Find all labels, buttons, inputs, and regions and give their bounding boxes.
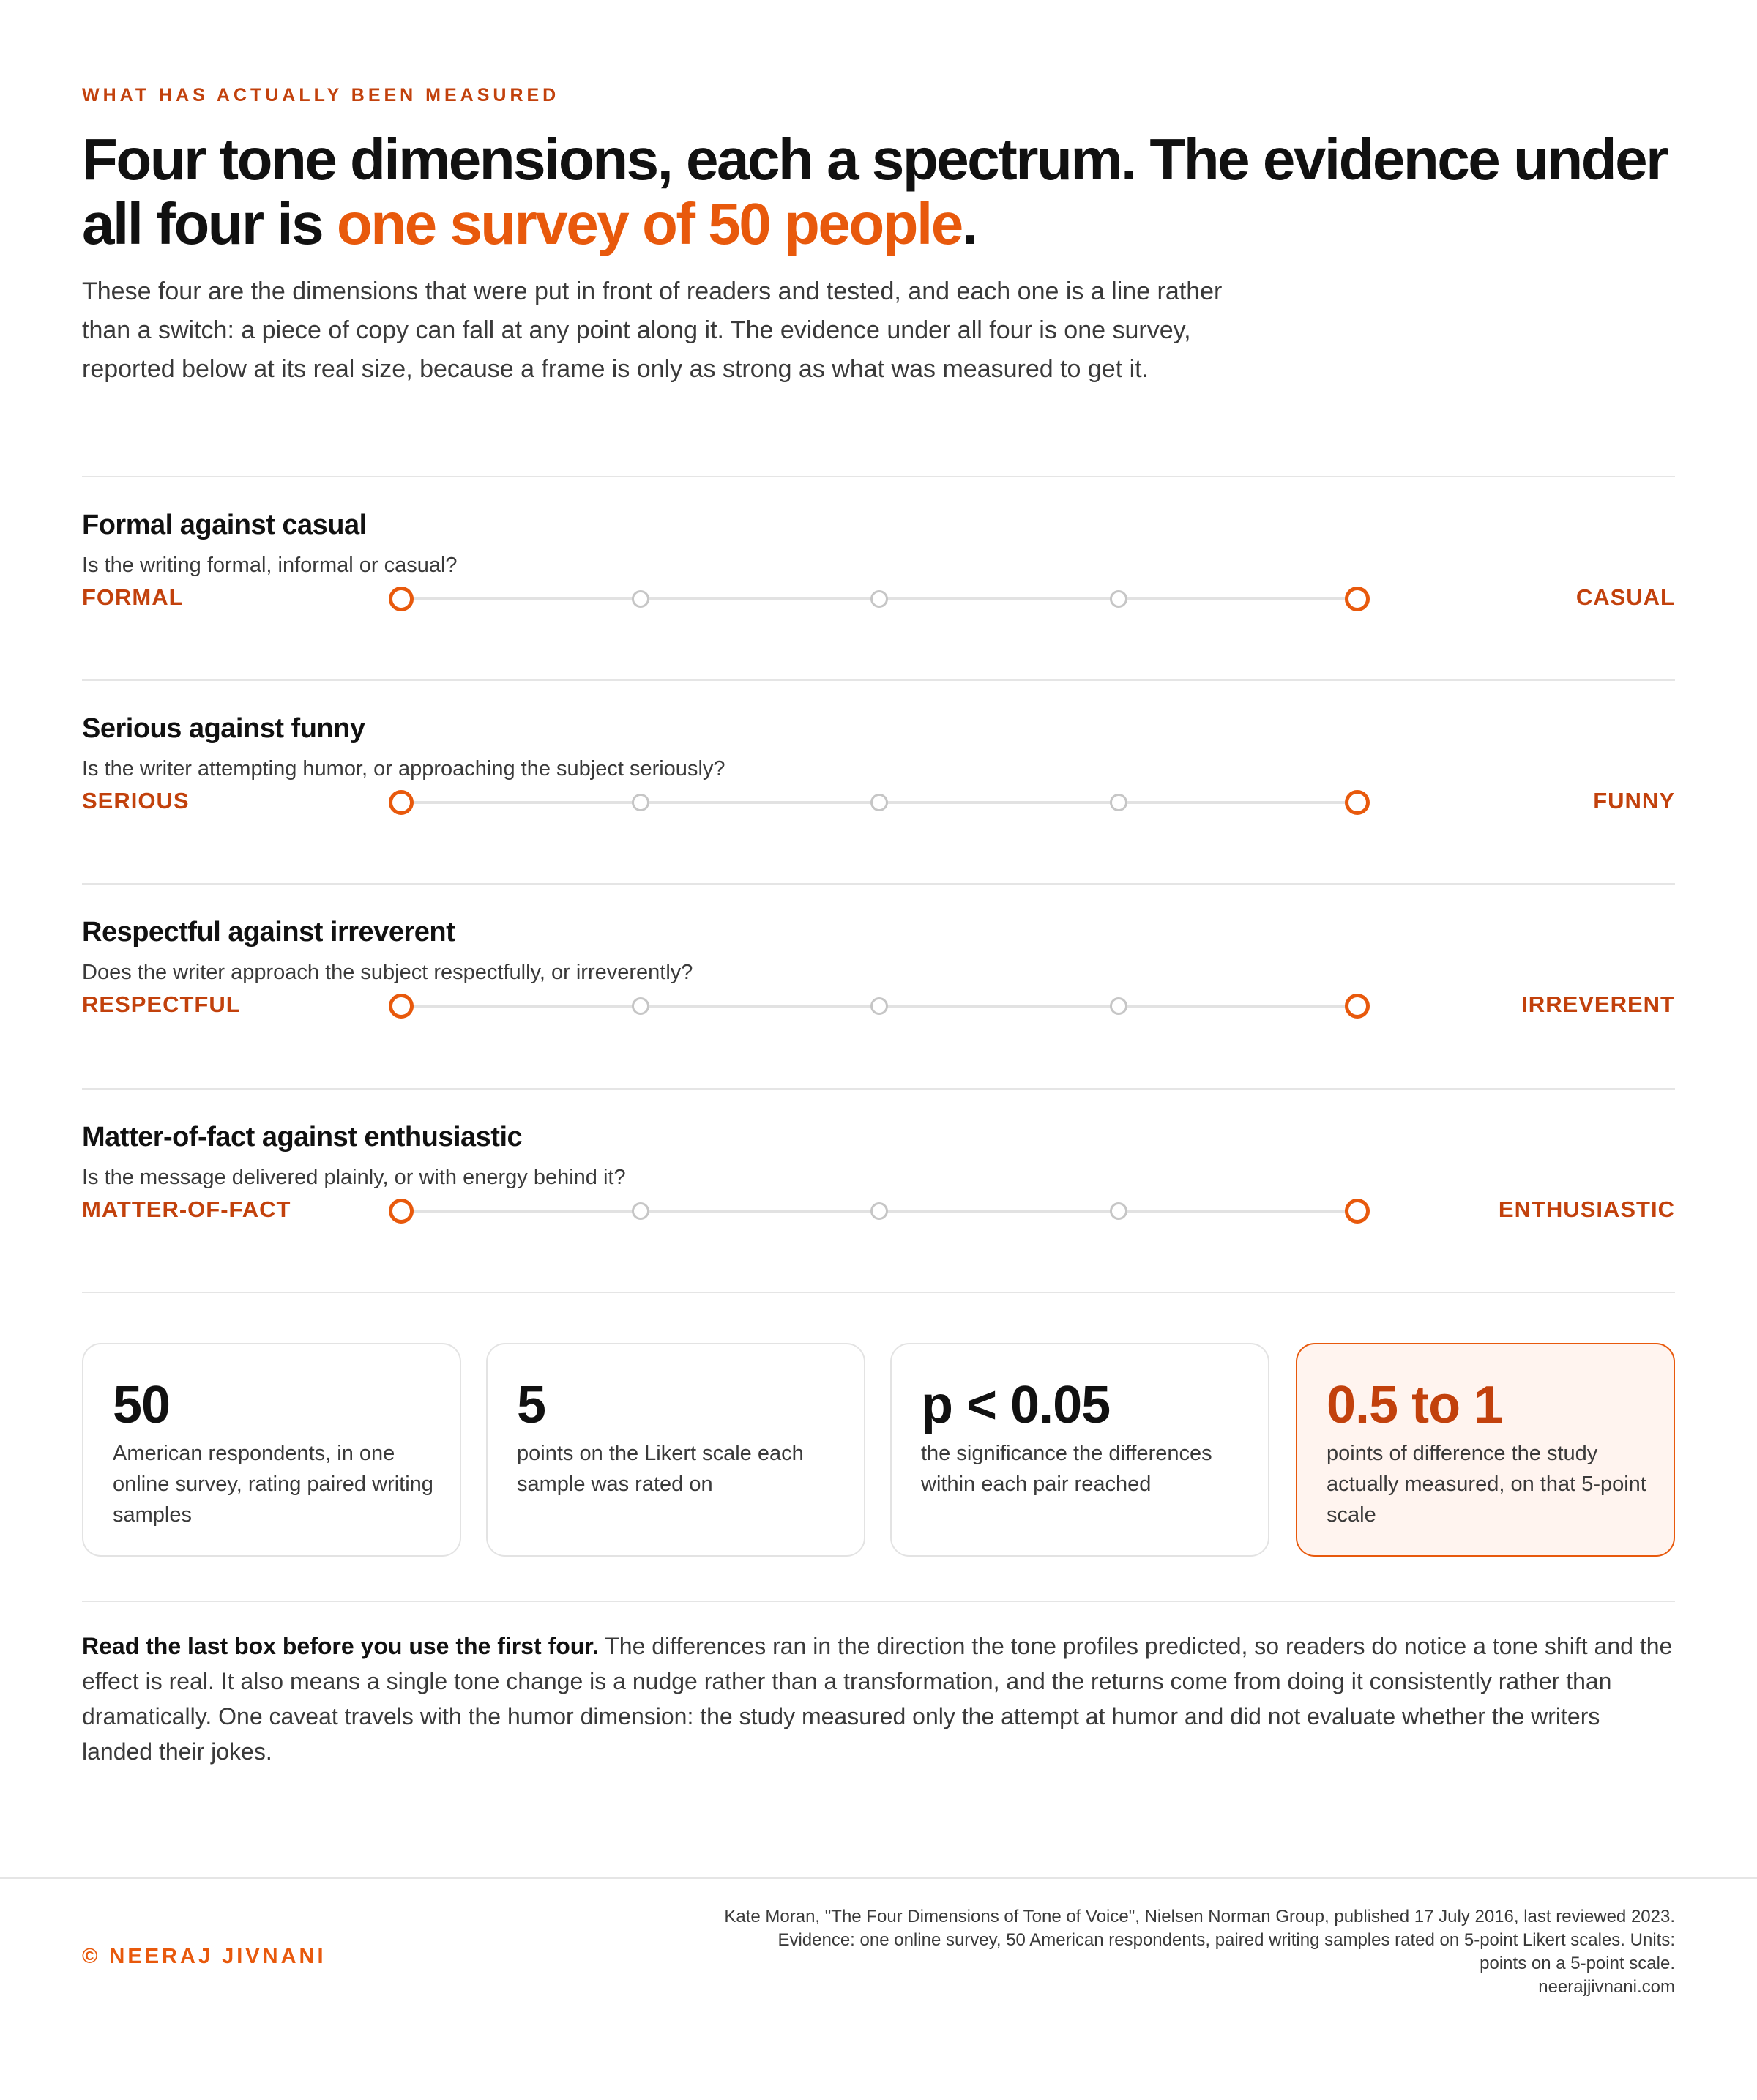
spectrum-endpoint-right — [1345, 1199, 1370, 1224]
source-line: Kate Moran, "The Four Dimensions of Tone of Voice", Nielsen Norman Group, published 17 July 2016, last reviewed 2023. — [724, 1907, 1675, 1926]
spectrum-point — [632, 794, 649, 811]
spectrum-endpoint-left — [389, 994, 414, 1019]
spectrum-track — [401, 801, 1357, 804]
spectrum-point — [1110, 997, 1127, 1015]
stat-value: 50 — [113, 1376, 171, 1434]
dimension-formal-casual — [82, 477, 1675, 681]
spectrum-point — [632, 590, 649, 608]
eyebrow: WHAT HAS ACTUALLY BEEN MEASURED — [82, 85, 560, 105]
stat-value: p < 0.05 — [921, 1376, 1111, 1434]
headline-line-2-prefix: all four is — [82, 191, 337, 256]
right-pole-label: FUNNY — [1593, 788, 1675, 813]
stat-description: American respondents, in one online survey, rating paired writing samples — [113, 1442, 433, 1527]
stat-card-likert-points — [486, 1343, 865, 1557]
stat-card-respondents — [82, 1343, 461, 1557]
dimension-question: Is the message delivered plainly, or with energy behind it? — [82, 1166, 626, 1189]
dimension-respectful-irreverent — [82, 885, 1675, 1088]
stat-card-significance — [890, 1343, 1269, 1557]
spectrum-point — [870, 1202, 888, 1220]
divider — [82, 1292, 1675, 1293]
dimension-question: Does the writer approach the subject respectfully, or irreverently? — [82, 961, 693, 984]
stat-description: the significance the differences within each pair reached — [921, 1442, 1212, 1496]
spectrum-track — [401, 597, 1357, 600]
source-line: points on a 5-point scale. — [1480, 1954, 1675, 1973]
dimension-matter-of-fact-enthusiastic — [82, 1090, 1675, 1293]
source-citation — [650, 1905, 1675, 1999]
stat-card-effect-size — [1296, 1343, 1675, 1557]
spectrum-point — [632, 997, 649, 1015]
left-pole-label: RESPECTFUL — [82, 991, 241, 1017]
website-link[interactable]: neerajjivnani.com — [1538, 1977, 1675, 1997]
left-pole-label: MATTER-OF-FACT — [82, 1196, 291, 1222]
spectrum-point — [632, 1202, 649, 1220]
stats-row — [82, 1343, 1675, 1557]
footer-divider — [0, 1877, 1757, 1879]
spectrum-endpoint-right — [1345, 994, 1370, 1019]
spectrum-endpoint-right — [1345, 587, 1370, 611]
spectrum-track — [401, 1005, 1357, 1008]
spectrum-point — [870, 794, 888, 811]
spectrum-endpoint-left — [389, 1199, 414, 1224]
spectrum-endpoint-left — [389, 790, 414, 815]
spectrum-endpoint-left — [389, 587, 414, 611]
spectrum-endpoint-right — [1345, 790, 1370, 815]
source-line: Evidence: one online survey, 50 American respondents, paired writing samples rated on 5-point Likert scales. Units: — [777, 1930, 1675, 1950]
page-title — [82, 127, 1693, 256]
intro-paragraph: These four are the dimensions that were put in front of readers and tested, and each one is a line rather than a switch: a piece of copy can fall at any point along it. The evidence under all four is one survey, reported below at its real size, because a frame is only as strong as what was measured to get it. — [82, 278, 1223, 383]
dimension-title: Matter-of-fact against enthusiastic — [82, 1122, 523, 1153]
stat-description: points of difference the study actually measured, on that 5-point scale — [1327, 1442, 1646, 1527]
caveat-note — [82, 1628, 1675, 1769]
right-pole-label: ENTHUSIASTIC — [1498, 1196, 1675, 1222]
brand-credit: © NEERAJ JIVNANI — [82, 1945, 327, 1968]
dimension-question: Is the writing formal, informal or casual? — [82, 554, 458, 577]
dimension-title: Respectful against irreverent — [82, 917, 455, 947]
spectrum-point — [1110, 794, 1127, 811]
caveat-lead: Read the last box before you use the first four. — [82, 1633, 599, 1659]
stat-value: 0.5 to 1 — [1327, 1376, 1503, 1434]
dimension-title: Serious against funny — [82, 713, 365, 744]
headline-accent: one survey of 50 people — [336, 191, 962, 256]
headline-line-2-suffix: . — [961, 191, 977, 256]
stat-description: points on the Likert scale each sample was rated on — [517, 1442, 804, 1496]
dimension-title: Formal against casual — [82, 510, 367, 540]
spectrum-point — [1110, 590, 1127, 608]
left-pole-label: FORMAL — [82, 584, 184, 610]
caveat-body: The differences ran in the direction the tone profiles predicted, so readers do notice a tone shift and the effect is real. It also means a single tone change is a nudge rather than a transformation, and the returns come from doing it consistently rather than dramatically. One caveat travels with the humor dimension: the study measured only the attempt at humor and did not evaluate whether the writers landed their jokes. — [82, 1633, 1673, 1765]
headline-line-1: Four tone dimensions, each a spectrum. The evidence under — [82, 127, 1667, 192]
right-pole-label: CASUAL — [1575, 584, 1675, 610]
spectrum-track — [401, 1210, 1357, 1213]
divider — [82, 1601, 1675, 1602]
spectrum-point — [1110, 1202, 1127, 1220]
dimension-serious-funny — [82, 681, 1675, 885]
spectrum-point — [870, 997, 888, 1015]
left-pole-label: SERIOUS — [82, 788, 190, 813]
stat-value: 5 — [517, 1376, 546, 1434]
dimension-question: Is the writer attempting humor, or approaching the subject seriously? — [82, 757, 725, 781]
right-pole-label: IRREVERENT — [1521, 991, 1675, 1017]
spectrum-point — [870, 590, 888, 608]
